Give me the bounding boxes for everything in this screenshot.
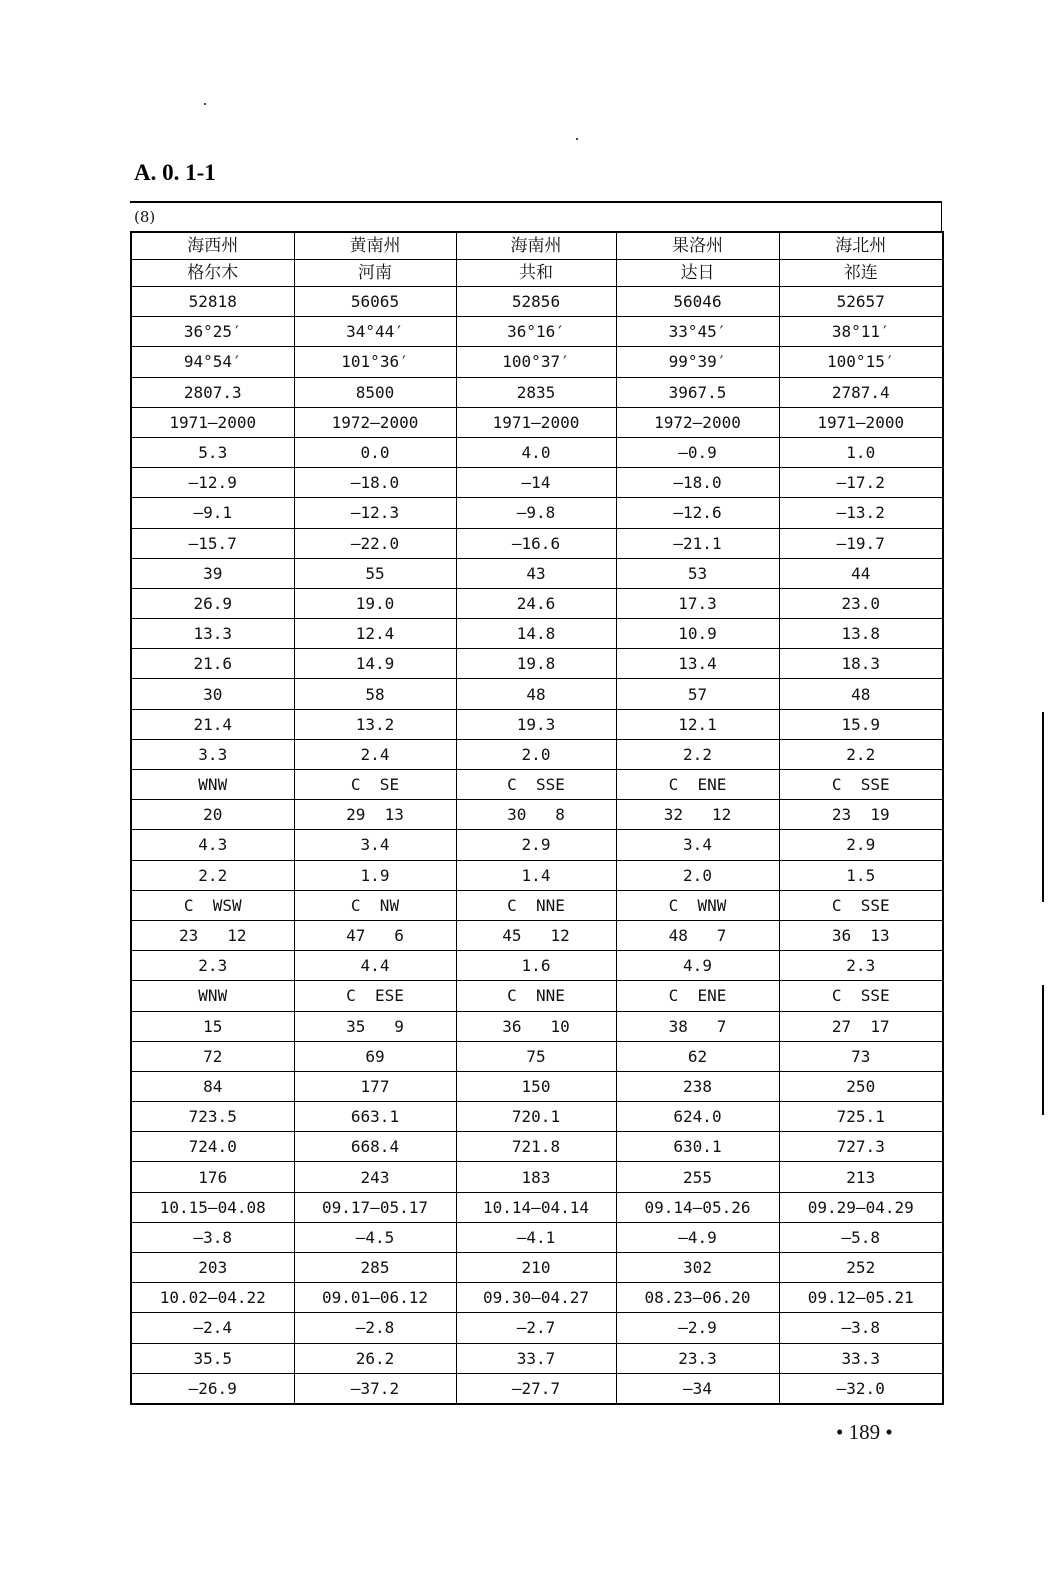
table-cell: 1.9 [294,860,456,890]
table-cell: —9.1 [131,498,294,528]
table-cell: 8500 [294,377,456,407]
table-row [131,287,943,317]
table-cell: 10.02—04.22 [131,1283,294,1313]
table-cell: 36°25′ [131,317,294,347]
table-cell: 3967.5 [616,377,779,407]
table-cell: 48 [779,679,943,709]
table-cell: C SSE [779,890,943,920]
table-cell: 2.2 [779,739,943,769]
table-cell: 75 [456,1041,616,1071]
table-cell: —18.0 [294,468,456,498]
table-row [131,830,943,860]
table-row [131,377,943,407]
table-row [131,1192,943,1222]
table-cell: —34 [616,1373,779,1404]
table-cell: 58 [294,679,456,709]
table-cell: 21.4 [131,709,294,739]
table-cell: 2.2 [616,739,779,769]
margin-rule [1042,712,1044,902]
table-cell: 213 [779,1162,943,1192]
table-cell: 2.4 [294,739,456,769]
table-row [131,1041,943,1071]
table-cell: C ESE [294,981,456,1011]
table-cell: 09.29—04.29 [779,1192,943,1222]
table-cell: C NNE [456,981,616,1011]
table-cell: 3.4 [616,830,779,860]
table-cell: 2.0 [616,860,779,890]
table-row [131,437,943,467]
table-cell: 3.3 [131,739,294,769]
table-cell: —2.4 [131,1313,294,1343]
table-cell: 2.2 [131,860,294,890]
table-cell: 48 7 [616,920,779,950]
table-cell: —16.6 [456,528,616,558]
table-cell: 724.0 [131,1132,294,1162]
table-row [131,981,943,1011]
table-cell: C SSE [456,770,616,800]
table-cell: 21.6 [131,649,294,679]
page-number: • 189 • [836,1420,893,1444]
table-cell: —19.7 [779,528,943,558]
table-cell: 5.3 [131,437,294,467]
table-cell: 723.5 [131,1102,294,1132]
table-cell: 26.2 [294,1343,456,1373]
table-cell: 1.5 [779,860,943,890]
table-cell: 100°15′ [779,347,943,377]
table-cell: 285 [294,1253,456,1283]
table-cell: 17.3 [616,588,779,618]
table-cell: 2.0 [456,739,616,769]
table-cell: 45 12 [456,920,616,950]
table-cell: C SE [294,770,456,800]
table-cell: 210 [456,1253,616,1283]
table-row [131,951,943,981]
table-cell: 20 [131,800,294,830]
table-cell: 56046 [616,287,779,317]
scan-speck [576,138,578,140]
table-row [131,528,943,558]
table-cell: 183 [456,1162,616,1192]
table-row [131,1222,943,1252]
table-cell: 721.8 [456,1132,616,1162]
region-header-row [131,232,943,260]
table-cell: 99°39′ [616,347,779,377]
table-cell: 09.14—05.26 [616,1192,779,1222]
table-cell: 35 9 [294,1011,456,1041]
table-row [131,890,943,920]
table-cell: 2.9 [779,830,943,860]
table-cell: —32.0 [779,1373,943,1404]
table-cell: —4.1 [456,1222,616,1252]
table-cell: 252 [779,1253,943,1283]
table-cell: 23.0 [779,588,943,618]
table-row [131,558,943,588]
table-row [131,1102,943,1132]
table-cell: 55 [294,558,456,588]
table-cell: 2835 [456,377,616,407]
table-row [131,1162,943,1192]
table-cell: 176 [131,1162,294,1192]
table-cell: 203 [131,1253,294,1283]
table-cell: 47 6 [294,920,456,950]
table-cell: 09.01—06.12 [294,1283,456,1313]
table-cell: 1971—2000 [779,407,943,437]
table-cell: 4.9 [616,951,779,981]
table-cell: 1971—2000 [131,407,294,437]
table-cell: 3.4 [294,830,456,860]
climate-data-table [130,231,944,1405]
table-cell: 94°54′ [131,347,294,377]
table-cell: 23 12 [131,920,294,950]
table-cell: 24.6 [456,588,616,618]
table-row [131,619,943,649]
table-row [131,1373,943,1404]
table-cell: C ENE [616,770,779,800]
table-cell: —5.8 [779,1222,943,1252]
table-cell: 09.17—05.17 [294,1192,456,1222]
table-cell: 14.8 [456,619,616,649]
table-cell: —21.1 [616,528,779,558]
table-cell: —17.2 [779,468,943,498]
table-row [131,317,943,347]
table-cell: —27.7 [456,1373,616,1404]
table-cell: 668.4 [294,1132,456,1162]
table-cell: 09.12—05.21 [779,1283,943,1313]
table-cell: 101°36′ [294,347,456,377]
table-row [131,498,943,528]
margin-rule [1042,985,1044,1115]
table-cell: 1.6 [456,951,616,981]
table-cell: 33.3 [779,1343,943,1373]
table-cell: 13.4 [616,649,779,679]
table-row [131,1283,943,1313]
table-row [131,468,943,498]
table-row [131,347,943,377]
table-cell: 1.4 [456,860,616,890]
table-cell: 13.3 [131,619,294,649]
table-cell: —9.8 [456,498,616,528]
table-cell: 35.5 [131,1343,294,1373]
table-cell: —2.7 [456,1313,616,1343]
table-cell: 255 [616,1162,779,1192]
table-cell: —12.3 [294,498,456,528]
table-cell: 84 [131,1071,294,1101]
table-cell: C WNW [616,890,779,920]
region-header: 海南州 [456,232,616,260]
table-cell: 624.0 [616,1102,779,1132]
table-cell: 33.7 [456,1343,616,1373]
table-cell: 53 [616,558,779,588]
table-cell: 72 [131,1041,294,1071]
table-cell: 13.2 [294,709,456,739]
table-cell: 663.1 [294,1102,456,1132]
scan-speck [204,103,206,105]
table-cell: —13.2 [779,498,943,528]
table-cell: 4.3 [131,830,294,860]
table-row [131,407,943,437]
table-row [131,1132,943,1162]
table-cell: 32 12 [616,800,779,830]
table-cell: 630.1 [616,1132,779,1162]
table-cell: 43 [456,558,616,588]
table-cell: 19.0 [294,588,456,618]
table-row [131,649,943,679]
table-cell: 720.1 [456,1102,616,1132]
table-cell: —2.9 [616,1313,779,1343]
table-cell: 52657 [779,287,943,317]
table-cell: 2.9 [456,830,616,860]
table-cell: 09.30—04.27 [456,1283,616,1313]
table-cell: 10.14—04.14 [456,1192,616,1222]
table-cell: —26.9 [131,1373,294,1404]
station-header: 河南 [294,260,456,287]
table-cell: 36 10 [456,1011,616,1041]
table-cell: 4.0 [456,437,616,467]
table-row [131,860,943,890]
table-cell: —0.9 [616,437,779,467]
table-row [131,739,943,769]
table-cell: —12.6 [616,498,779,528]
table-cell: 1972—2000 [616,407,779,437]
station-header: 达日 [616,260,779,287]
table-row [131,770,943,800]
table-cell: 10.15—04.08 [131,1192,294,1222]
table-cell: 48 [456,679,616,709]
table-cell: 2807.3 [131,377,294,407]
table-cell: —4.9 [616,1222,779,1252]
table-cell: 10.9 [616,619,779,649]
table-row [131,1253,943,1283]
table-cell: —3.8 [131,1222,294,1252]
table-cell: 1972—2000 [294,407,456,437]
table-cell: 34°44′ [294,317,456,347]
table-cell: 44 [779,558,943,588]
table-cell: 2.3 [131,951,294,981]
table-cell: 73 [779,1041,943,1071]
table-cell: C ENE [616,981,779,1011]
table-cell: 2.3 [779,951,943,981]
table-cell: 62 [616,1041,779,1071]
table-cell: 23 19 [779,800,943,830]
table-cell: 26.9 [131,588,294,618]
table-cell: 69 [294,1041,456,1071]
table-cell: 30 [131,679,294,709]
table-cell: C WSW [131,890,294,920]
region-header: 果洛州 [616,232,779,260]
table-cell: —15.7 [131,528,294,558]
table-cell: C SSE [779,981,943,1011]
table-cell: 30 8 [456,800,616,830]
region-header: 海北州 [779,232,943,260]
table-cell: —2.8 [294,1313,456,1343]
table-cell: 19.3 [456,709,616,739]
table-cell: —37.2 [294,1373,456,1404]
table-cell: 52856 [456,287,616,317]
table-cell: 36°16′ [456,317,616,347]
table-cell: 18.3 [779,649,943,679]
table-cell: 38°11′ [779,317,943,347]
table-cell: 13.8 [779,619,943,649]
table-cell: 302 [616,1253,779,1283]
table-cell: 177 [294,1071,456,1101]
table-cell: 0.0 [294,437,456,467]
table-cell: 29 13 [294,800,456,830]
table-cell: 56065 [294,287,456,317]
table-cell: 15.9 [779,709,943,739]
table-cell: 100°37′ [456,347,616,377]
table-cell: 14.9 [294,649,456,679]
table-row [131,588,943,618]
table-label: (8) [130,203,942,231]
table-cell: —4.5 [294,1222,456,1252]
station-header: 格尔木 [131,260,294,287]
table-cell: 243 [294,1162,456,1192]
table-row [131,679,943,709]
table-cell: 725.1 [779,1102,943,1132]
table-row [131,920,943,950]
table-cell: 36 13 [779,920,943,950]
data-table-container [130,201,942,1405]
table-cell: —14 [456,468,616,498]
table-cell: WNW [131,770,294,800]
region-header: 海西州 [131,232,294,260]
table-cell: 23.3 [616,1343,779,1373]
table-cell: 150 [456,1071,616,1101]
table-cell: C NW [294,890,456,920]
table-cell: —18.0 [616,468,779,498]
table-row [131,1313,943,1343]
table-cell: 1971—2000 [456,407,616,437]
table-cell: 12.1 [616,709,779,739]
table-cell: 4.4 [294,951,456,981]
table-cell: WNW [131,981,294,1011]
table-cell: —22.0 [294,528,456,558]
table-row [131,1071,943,1101]
table-cell: C SSE [779,770,943,800]
table-cell: 33°45′ [616,317,779,347]
table-cell: —3.8 [779,1313,943,1343]
table-cell: —12.9 [131,468,294,498]
table-cell: C NNE [456,890,616,920]
table-cell: 250 [779,1071,943,1101]
table-cell: 12.4 [294,619,456,649]
table-cell: 1.0 [779,437,943,467]
station-header: 祁连 [779,260,943,287]
table-cell: 727.3 [779,1132,943,1162]
table-cell: 19.8 [456,649,616,679]
table-cell: 52818 [131,287,294,317]
station-header: 共和 [456,260,616,287]
table-row [131,800,943,830]
table-cell: 27 17 [779,1011,943,1041]
table-row [131,709,943,739]
table-cell: 2787.4 [779,377,943,407]
table-cell: 57 [616,679,779,709]
table-row [131,1343,943,1373]
region-header: 黄南州 [294,232,456,260]
table-cell: 08.23—06.20 [616,1283,779,1313]
table-row [131,1011,943,1041]
table-cell: 15 [131,1011,294,1041]
table-cell: 38 7 [616,1011,779,1041]
station-header-row [131,260,943,287]
table-cell: 238 [616,1071,779,1101]
section-title: A. 0. 1-1 [134,160,216,185]
table-cell: 39 [131,558,294,588]
